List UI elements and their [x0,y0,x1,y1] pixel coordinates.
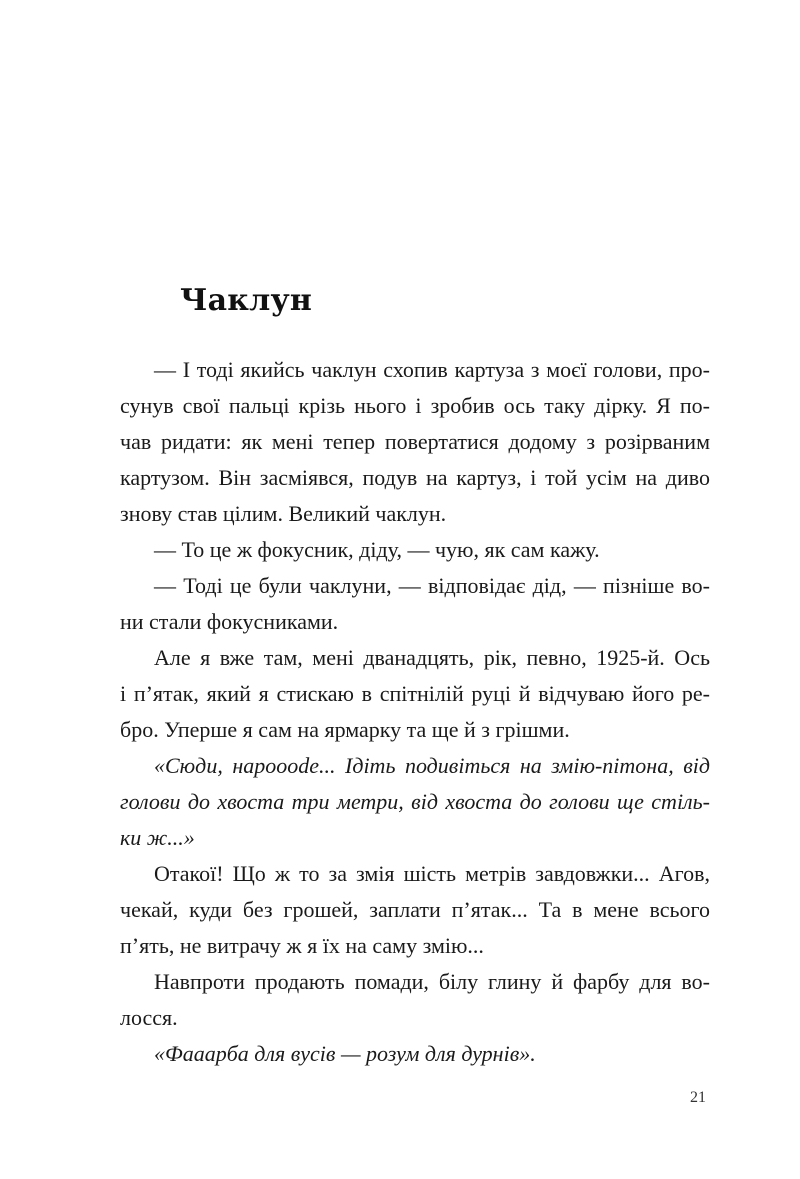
text-line: Навпроти продають помади, білу глину й фарбу для во- [154,969,710,994]
page-number: 21 [690,1089,706,1106]
text-line: чав ридати: як мені тепер повертатися додому з розірваним [120,429,710,454]
text-line: Отакої! Що ж то за змія шість метрів завдовжки... Агов, [154,861,710,886]
body-text [120,352,710,1072]
text-line: картузом. Він засміявся, подув на картуз, і той усім на диво [120,465,710,490]
text-line: чекай, куди без грошей, заплати п’ятак... Та в мене всього [120,897,710,922]
text-line: і п’ятак, який я стискаю в спітнілій руці й відчуваю його ре- [120,681,710,706]
text-line: «Сюди, нарооode... Ідіть подивіться на змію-пітона, від [154,753,710,778]
text-line: «Фааарба для вусів — розум для дурнів». [154,1041,536,1066]
text-line: — І тоді якийсь чаклун схопив картуза з моєї голови, про- [154,357,710,382]
text-line: ни стали фокусниками. [120,609,339,634]
text-line: сунув свої пальці крізь нього і зробив ось таку дірку. Я по- [120,393,710,418]
text-line: ки ж...» [120,825,195,850]
text-line: знову став цілим. Великий чаклун. [120,501,447,526]
text-line: — То це ж фокусник, діду, — чую, як сам кажу. [154,537,600,562]
text-line: Але я вже там, мені дванадцять, рік, певно, 1925-й. Ось [154,645,710,670]
text-line: голови до хвоста три метри, від хвоста до голови ще стіль- [120,789,710,814]
text-line: лосся. [120,1005,178,1030]
chapter-title: Чаклун [180,283,313,318]
text-line: п’ять, не витрачу ж я їх на саму змію... [120,933,484,958]
text-line: — Тоді це були чаклуни, — відповідає дід, — пізніше во- [154,573,710,598]
text-line: бро. Уперше я сам на ярмарку та ще й з грішми. [120,717,570,742]
